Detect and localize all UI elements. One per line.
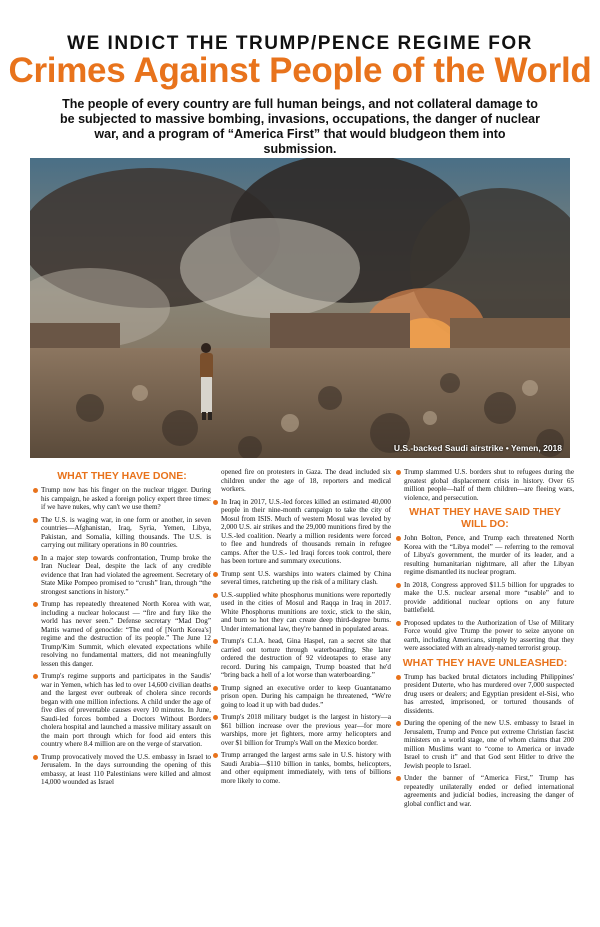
list-item: Trump's 2018 military budget is the largest in history—a $61 billion increase over the previous year—for more warships, more jet fighters, more army helicopters and over $1 billion for Trump's Wall on the Mexico border. bbox=[213, 713, 391, 747]
done-list bbox=[33, 486, 211, 787]
list-item: Trump sent U.S. warships into waters claimed by China several times, ratcheting up the risk of a military clash. bbox=[213, 570, 391, 587]
list-item: Trump provocatively moved the U.S. embassy in Israel to Jerusalem. In the days surrounding the opening of this embassy, at least 110 Palestinians were killed and almost 14,000 wounded as Israel bbox=[33, 753, 211, 787]
list-item: Trump's C.I.A. head, Gina Haspel, ran a secret site that carried out torture through waterboarding. She later ordered the destruction of 92 videotapes to erase any record. During his campaign, Trump boasted that he'd “bring back a hell of a lot worse than waterboarding.” bbox=[213, 637, 391, 680]
section-heading-unleashed: WHAT THEY HAVE UNLEASHED: bbox=[402, 656, 568, 669]
airstrike-photo bbox=[30, 158, 570, 458]
subtitle: The people of every country are full human beings, and not collateral damage to be subjected to massive bombing, invasions, occupations, the danger of nuclear war, and a program of “America First” that would bludgeon them into submission. bbox=[60, 97, 540, 156]
list-item: In 2018, Congress approved $11.5 billion for upgrades to make the U.S. nuclear arsenal more “usable” and to provide additional nuclear options on any future battlefield. bbox=[396, 581, 574, 615]
will-do-list bbox=[396, 534, 574, 653]
column-right bbox=[396, 468, 574, 812]
list-item: In Iraq in 2017, U.S.-led forces killed an estimated 40,000 people in their nine-month campaign to take the city of Mosul from ISIS. Much of western Mosul was leveled by 2,000 U.S. air strikes and the 29,000 munitions fired by the U.S.-led coalition. Nearly a million residents were forced to flee and hundreds of thousands remain in refugee camps. After the U.S.- led Iraqi forces took control, there has been torture and summary executions. bbox=[213, 498, 391, 566]
headline-main: Crimes Against People of the World bbox=[8, 51, 592, 90]
list-item: Trump's regime supports and participates in the Saudis' war in Yemen, which has led to over 14,600 civilian deaths and the largest ever outbreak of cholera since records began with one million infections. A child under the age of five dies of preventable causes every 10 minutes. In June, Saudi-led forces bombed a Doctors Without Borders cholera hospital and launched a massive military assault on the main port through which for food aid enters this country where 8.4 million are on the verge of starvation. bbox=[33, 672, 211, 749]
headline-top: WE INDICT THE TRUMP/PENCE REGIME FOR bbox=[67, 33, 533, 54]
section-heading-will-do: WHAT THEY HAVE SAID THEY WILL DO: bbox=[409, 506, 561, 530]
column-middle bbox=[213, 468, 391, 789]
list-item: U.S.-supplied white phosphorus munitions were reportedly used in the cities of Mosul and Raqqa in Iraq in 2017. White Phosphorus munitions are toxic, stick to the skin, and burn so hot they can create deep third-degree burns. Under international law, they're banned in populated areas. bbox=[213, 591, 391, 634]
done-list-continued bbox=[213, 468, 391, 785]
list-item: During the opening of the new U.S. embassy to Israel in Jerusalem, Trump and Pence put extreme Christian fascist ministers on a world stage, one of whom claims that 200 million Muslims want to “come to America or invade Israel to crush it” and that God sent Hitler to drive the Jewish people to Israel. bbox=[396, 719, 574, 770]
column-what-they-have-done bbox=[33, 468, 211, 791]
list-item: Trump now has his finger on the nuclear trigger. During his campaign, he asked a foreign policy expert three times: if we have nukes, why can't we use them? bbox=[33, 486, 211, 512]
list-item: In a major step towards confrontation, Trump broke the Iran Nuclear Deal, despite the lack of any credible evidence that Iran had violated the agreement. Secretary of State Mike Pompeo promised to “crush” Iran, through “the strongest sanctions in history.” bbox=[33, 554, 211, 597]
man-figure bbox=[200, 343, 213, 420]
photo-caption: U.S.-backed Saudi airstrike • Yemen, 2018 bbox=[393, 443, 562, 453]
list-item: Proposed updates to the Authorization of Use of Military Force would give Trump the power to seize anyone on earth, including Americans, simply by asserting that they were associated with an already-named terrorist group. bbox=[396, 619, 574, 653]
list-item: Under the banner of “America First,” Trump has repeatedly unilaterally ended or defied international agreements and judicial bodies, increasing the danger of global conflict and war. bbox=[396, 774, 574, 808]
rubble-scene-image bbox=[30, 158, 570, 458]
list-item: The U.S. is waging war, in one form or another, in seven countries—Afghanistan, Iraq, Syria, Yemen, Libya, Pakistan, and Somalia, killing thousands. The U.S. is carrying out military operations in 80 countries. bbox=[33, 516, 211, 550]
list-item: Trump has repeatedly threatened North Korea with war, including a nuclear holocaust — “fire and fury like the world has never seen.” Defense secretary “Mad Dog” Mattis warned of genocide: “The end of [North Korea's] regime and the destruction of its people.” The June 12 Trump/Kim Summit, which elevated expectations while resolving no fundamental matters, did not meaningfully lessen this danger. bbox=[33, 600, 211, 668]
list-item: Trump signed an executive order to keep Guantanamo prison open. During his campaign he threatened, “We're going to load it up with bad dudes.” bbox=[213, 684, 391, 710]
list-item: Trump has backed brutal dictators including Philippines' president Duterte, who has murdered over 7,000 suspected drug users or dealers; and Egyptian president el-Sisi, who has arrested, imprisoned, or tortured thousands of dissidents. bbox=[396, 673, 574, 716]
list-item: John Bolton, Pence, and Trump each threatened North Korea with the “Libya model” — referring to the removal of Libya's government, the murder of its leader, and a resulting humanitarian nightmare, all after the Libyan regime dismantled its nuclear program. bbox=[396, 534, 574, 577]
list-item: Trump arranged the largest arms sale in U.S. history with Saudi Arabia—$110 billion in tanks, bombs, helicopters, and other equipment immediately, with tens of billions more likely to come. bbox=[213, 751, 391, 785]
list-item-continuation: opened fire on protesters in Gaza. The dead included six children under the age of 18, reporters and medical workers. bbox=[221, 468, 391, 493]
section-heading-done: WHAT THEY HAVE DONE: bbox=[57, 470, 187, 482]
unleashed-list bbox=[396, 673, 574, 809]
list-item: Trump slammed U.S. borders shut to refugees during the greatest global displacement crisis in history. Over 65 million people—half of them children—are fleeing wars, violence, and persecution. bbox=[396, 468, 574, 502]
done-list-end bbox=[396, 468, 574, 502]
